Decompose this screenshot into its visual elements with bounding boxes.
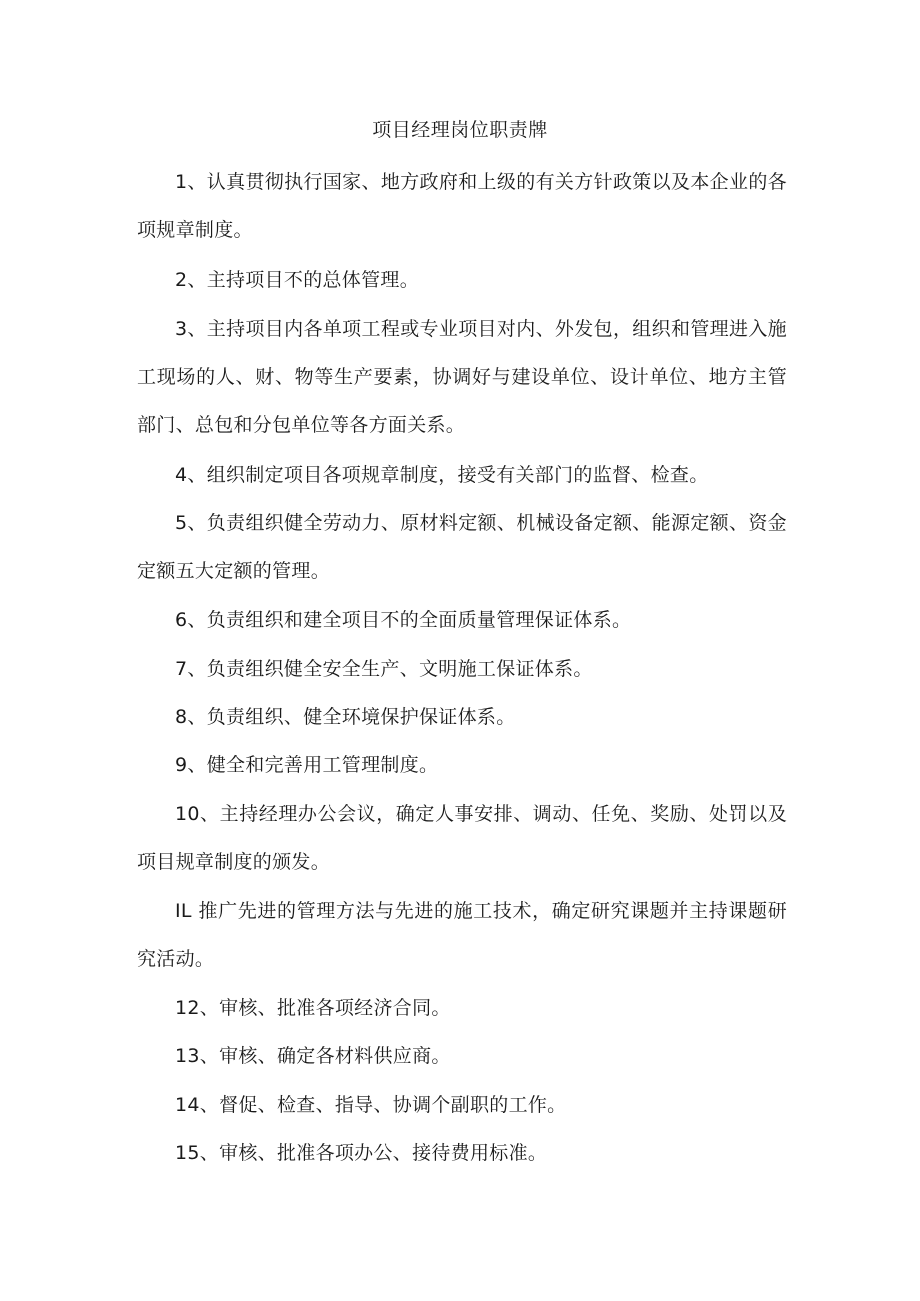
duty-item-5: 5、负责组织健全劳动力、原材料定额、机械设备定额、能源定额、资金定额五大定额的管理。 <box>137 512 787 582</box>
duty-item-6: 6、负责组织和建全项目不的全面质量管理保证体系。 <box>175 609 632 631</box>
duty-item-15: 15、审核、批准各项办公、接待费用标准。 <box>175 1142 548 1164</box>
duty-item-11: IL 推广先进的管理方法与先进的施工技术，确定研究课题并主持课题研究活动。 <box>137 900 787 970</box>
duty-item-3: 3、主持项目内各单项工程或专业项目对内、外发包，组织和管理进入施工现场的人、财、物等生产要素，协调好与建设单位、设计单位、地方主管部门、总包和分包单位等各方面关系。 <box>137 318 787 436</box>
document-title: 项目经理岗位职责牌 <box>372 119 548 141</box>
duty-item-10: 10、主持经理办公会议，确定人事安排、调动、任免、奖励、处罚以及项目规章制度的颁发。 <box>137 803 787 873</box>
duty-item-12: 12、审核、批准各项经济合同。 <box>175 997 451 1019</box>
duty-item-4: 4、组织制定项目各项规章制度，接受有关部门的监督、检查。 <box>175 464 709 486</box>
duty-item-8: 8、负责组织、健全环境保护保证体系。 <box>175 706 516 728</box>
duty-item-2: 2、主持项目不的总体管理。 <box>175 269 419 291</box>
duty-item-13: 13、审核、确定各材料供应商。 <box>175 1045 451 1067</box>
duty-item-14: 14、督促、检查、指导、协调个副职的工作。 <box>175 1094 567 1116</box>
duty-item-1: 1、认真贯彻执行国家、地方政府和上级的有关方针政策以及本企业的各项规章制度。 <box>137 171 787 241</box>
duty-item-9: 9、健全和完善用工管理制度。 <box>175 754 439 776</box>
duty-item-7: 7、负责组织健全安全生产、文明施工保证体系。 <box>175 658 593 680</box>
